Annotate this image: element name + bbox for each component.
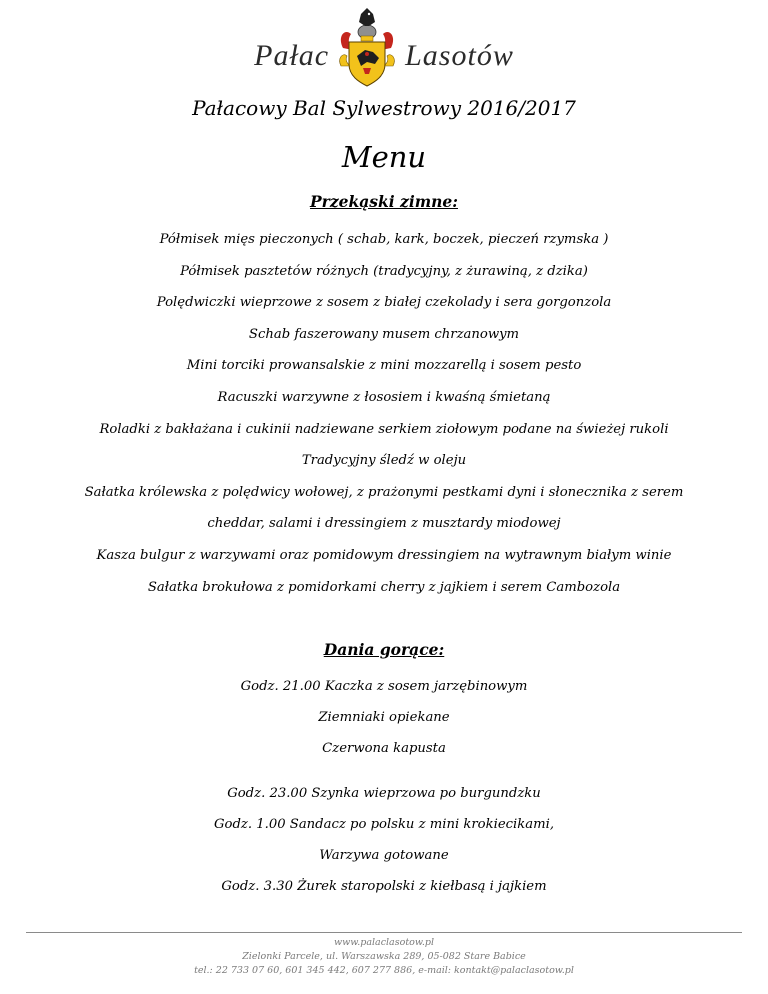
event-title: Pałacowy Bal Sylwestrowy 2016/2017 xyxy=(192,96,576,120)
menu-item: Sałatka królewska z polędwicy wołowej, z prażonymi pestkami dyni i słonecznika z serem xyxy=(84,484,684,500)
menu-item: Godz. 3.30 Żurek staropolski z kiełbasą i jajkiem xyxy=(221,879,547,894)
footer xyxy=(0,936,768,978)
brand-name-right: Lasotów xyxy=(405,39,514,72)
menu-item: Półmisek pasztetów różnych (tradycyjny, z żurawiną, z dzika) xyxy=(180,263,588,279)
hot-dishes-list-first xyxy=(0,671,768,764)
brand-name-left: Pałac xyxy=(254,39,330,72)
footer-contact: tel.: 22 733 07 60, 601 345 442, 607 277 886, e-mail: kontakt@palaclasotow.pl xyxy=(194,965,574,976)
footer-address: Zielonki Parcele, ul. Warszawska 289, 05-082 Stare Babice xyxy=(242,951,526,962)
menu-item: Czerwona kapusta xyxy=(322,741,446,756)
menu-item: Warzywa gotowane xyxy=(319,848,449,863)
section-heading-cold-appetizers: Przekąski zimne: xyxy=(310,192,458,211)
menu-item: Racuszki warzywne z łososiem i kwaśną śmietaną xyxy=(217,389,551,405)
menu-item: Godz. 23.00 Szynka wieprzowa po burgundzku xyxy=(227,786,541,801)
menu-item: Sałatka brokułowa z pomidorkami cherry z jajkiem i serem Cambozola xyxy=(147,579,621,595)
menu-item: cheddar, salami i dressingiem z musztardy miodowej xyxy=(207,516,561,532)
hot-dishes-list-second xyxy=(0,778,768,902)
menu-item: Półmisek mięs pieczonych ( schab, kark, boczek, pieczeń rzymska ) xyxy=(159,232,609,247)
menu-item: Roladki z bakłażana i cukinii nadziewane serkiem ziołowym podane na świeżej rukoli xyxy=(99,421,669,437)
footer-divider xyxy=(26,932,742,933)
menu-item: Mini torciki prowansalskie z mini mozzarellą i sosem pesto xyxy=(186,358,582,374)
menu-item: Godz. 1.00 Sandacz po polsku z mini krokiecikami, xyxy=(213,817,555,832)
section-heading-hot-dishes: Dania gorące: xyxy=(323,640,445,659)
palace-logo xyxy=(0,6,768,88)
menu-title: Menu xyxy=(341,140,427,174)
coat-of-arms-crest-icon xyxy=(337,6,397,88)
menu-item: Schab faszerowany musem chrzanowym xyxy=(248,326,520,342)
menu-item: Polędwiczki wieprzowe z sosem z białej czekolady i sera gorgonzola xyxy=(156,295,612,311)
menu-item: Godz. 21.00 Kaczka z sosem jarzębinowym xyxy=(240,679,528,694)
menu-item: Kasza bulgur z warzywami oraz pomidowym dressingiem na wytrawnym białym winie xyxy=(96,547,672,563)
menu-item: Ziemniaki opiekane xyxy=(318,710,450,725)
footer-website-link[interactable]: www.palaclasotow.pl xyxy=(333,937,435,948)
cold-appetizers-list xyxy=(0,224,768,603)
menu-item: Tradycyjny śledź w oleju xyxy=(301,453,467,469)
